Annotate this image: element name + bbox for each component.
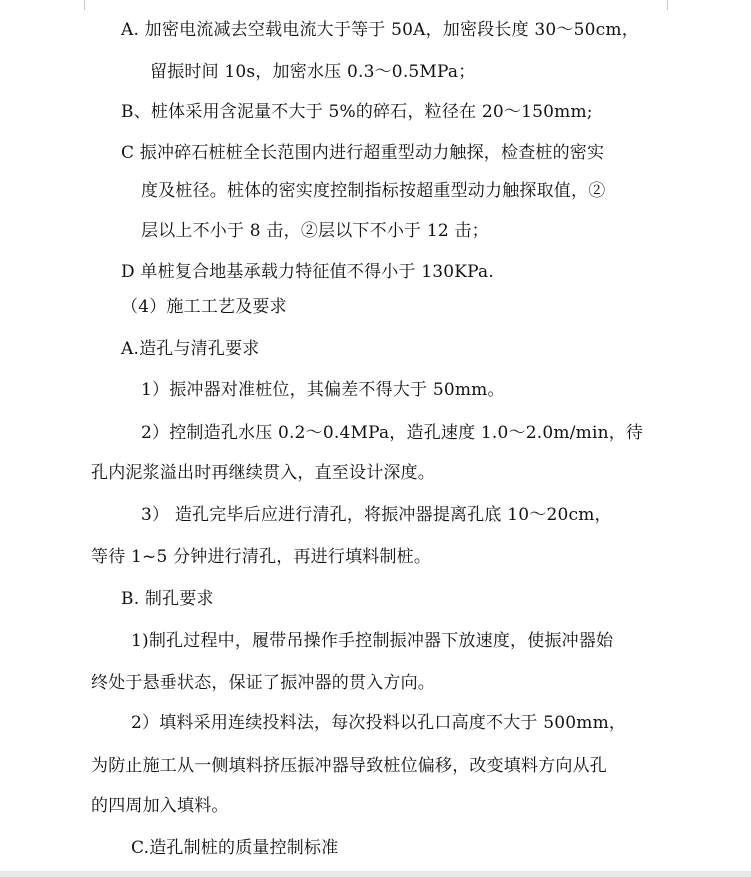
text-line: 等待 1~5 分钟进行清孔，再进行填料制桩。 (91, 547, 432, 567)
text-line: 孔内泥浆溢出时再继续贯入，直至设计深度。 (91, 463, 435, 483)
right-margin-marker (667, 0, 668, 10)
text-line: A. 加密电流减去空载电流大于等于 50A，加密段长度 30～50cm， (121, 20, 639, 40)
text-line: C 振冲碎石桩桩全长范围内进行超重型动力触探，检查桩的密实 (121, 143, 605, 163)
text-line: 2）控制造孔水压 0.2～0.4MPa，造孔速度 1.0～2.0m/min，待 (141, 423, 644, 443)
subsection-heading: A.造孔与清孔要求 (121, 339, 260, 359)
page-bottom-edge (0, 871, 751, 877)
text-line: 层以上不小于 8 击，②层以下不小于 12 击； (141, 221, 489, 241)
text-line: 1）振冲器对准桩位，其偏差不得大于 50mm。 (141, 380, 505, 400)
subsection-heading: B. 制孔要求 (121, 589, 214, 609)
subsection-heading: C.造孔制桩的质量控制标准 (131, 838, 339, 858)
text-line: 2）填料采用连续投料法，每次投料以孔口高度不大于 500mm， (131, 713, 627, 733)
left-margin-marker (84, 0, 85, 10)
text-line: 留振时间 10s，加密水压 0.3～0.5MPa； (150, 62, 476, 82)
text-line: 3） 造孔完毕后应进行清孔，将振冲器提离孔底 10～20cm， (141, 505, 612, 525)
section-heading: （4）施工工艺及要求 (121, 297, 287, 317)
text-line: 的四周加入填料。 (91, 796, 229, 816)
text-line: 度及桩径。桩体的密实度控制指标按超重型动力触探取值，② (141, 181, 606, 201)
text-line: B、桩体采用含泥量不大于 5%的碎石，粒径在 20～150mm; (121, 102, 593, 122)
text-line: 1)制孔过程中，履带吊操作手控制振冲器下放速度，使振冲器始 (131, 631, 614, 651)
text-line: 终处于悬垂状态，保证了振冲器的贯入方向。 (91, 673, 435, 693)
text-line: 为防止施工从一侧填料挤压振冲器导致桩位偏移，改变填料方向从孔 (91, 756, 607, 776)
text-line: D 单桩复合地基承载力特征值不得小于 130KPa. (121, 262, 494, 282)
